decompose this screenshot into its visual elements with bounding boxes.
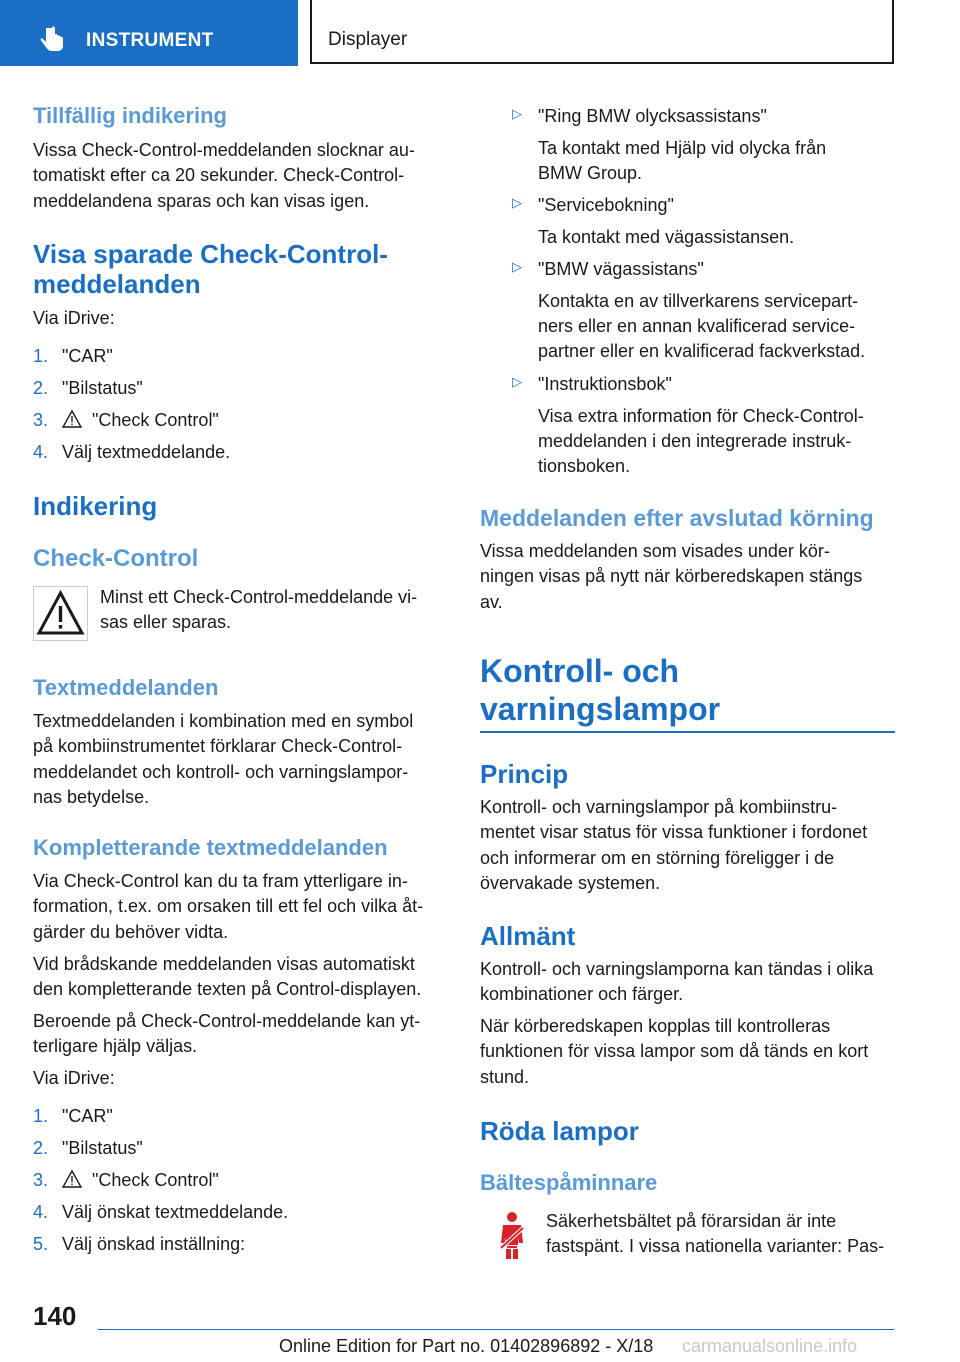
heading-baltespaminnare: Bältespåminnare bbox=[480, 1170, 658, 1195]
princip-para-1: Kontroll- och varningslampor på kombiinstru- bbox=[480, 797, 838, 817]
via-idrive-1: Via iDrive: bbox=[33, 308, 115, 328]
chapter-title: Displayer bbox=[328, 29, 408, 50]
cc-desc-2: sas eller sparas. bbox=[100, 612, 232, 632]
steps-list-2 bbox=[33, 1104, 448, 1264]
list-item: 1. "CAR" bbox=[33, 1106, 113, 1126]
triangle-bullet-icon: ▷ bbox=[512, 195, 522, 210]
heading-kontroll-1: Kontroll- och bbox=[480, 653, 680, 689]
text-para-2: på kombiinstrumentet förklarar Check-Control- bbox=[33, 736, 403, 756]
list-item: 2. "Bilstatus" bbox=[33, 378, 143, 398]
via-idrive-2: Via iDrive: bbox=[33, 1068, 115, 1088]
heading-kontroll-2: varningslampor bbox=[480, 691, 721, 727]
list-item: 4. Välj önskat textmeddelande. bbox=[33, 1202, 289, 1222]
list-item: 3. "Check Control" bbox=[33, 1170, 219, 1190]
heading-visa-1: Visa sparade Check-Control- bbox=[33, 239, 388, 269]
steps-list-1 bbox=[33, 344, 448, 472]
cc-desc-1: Minst ett Check-Control-meddelande vi- bbox=[100, 587, 418, 607]
kompl-para-6: Beroende på Check-Control-meddelande kan yt- bbox=[33, 1011, 421, 1031]
princip-para-2: mentet visar status för vissa funktioner i fordonet bbox=[480, 822, 868, 842]
heading-princip: Princip bbox=[480, 759, 569, 789]
section-title: INSTRUMENT bbox=[86, 30, 214, 51]
list-item: 1. "CAR" bbox=[33, 346, 113, 366]
belt-para-1: Säkerhetsbältet på förarsidan är inte bbox=[546, 1211, 837, 1231]
seatbelt-warning-icon bbox=[492, 1210, 532, 1266]
footer-divider bbox=[98, 1329, 894, 1330]
text-para-1: Textmeddelanden i kombination med en symbol bbox=[33, 711, 414, 731]
list-item: 3. "Check Control" bbox=[33, 410, 219, 430]
watermark: carmanualsonline.info bbox=[682, 1336, 858, 1356]
warning-triangle-icon bbox=[62, 410, 82, 428]
list-item: 2. "Bilstatus" bbox=[33, 1138, 143, 1158]
hand-pointer-icon bbox=[38, 24, 68, 54]
heading-efter-korning: Meddelanden efter avslutad körning bbox=[480, 505, 874, 531]
kompl-para-5: den kompletterande texten på Control-displayen. bbox=[33, 979, 422, 999]
heading-indikering: Indikering bbox=[33, 491, 158, 521]
allmant-para-4: funktionen för vissa lampor som då tänds en kort bbox=[480, 1041, 869, 1061]
page-number: 140 bbox=[33, 1301, 77, 1331]
text-para-4: nas betydelse. bbox=[33, 787, 150, 807]
text-para-3: meddelandet och kontroll- och varningslampor- bbox=[33, 762, 409, 782]
kompl-para-4: Vid brådskande meddelanden visas automatiskt bbox=[33, 954, 415, 974]
heading-visa-2: meddelanden bbox=[33, 269, 201, 299]
after-para-3: av. bbox=[480, 592, 503, 612]
heading-check-control: Check-Control bbox=[33, 545, 199, 572]
kompl-para-2: formation, t.ex. om orsaken till ett fel och vilka åt- bbox=[33, 896, 424, 916]
princip-para-4: övervakade systemen. bbox=[480, 873, 661, 893]
list-item: 4. Välj textmeddelande. bbox=[33, 442, 231, 462]
check-control-warning-icon bbox=[33, 586, 88, 641]
heading-tillfallig: Tillfällig indikering bbox=[33, 103, 227, 128]
princip-para-3: och informerar om en störning föreligger i de bbox=[480, 848, 835, 868]
warning-triangle-icon bbox=[62, 1170, 82, 1188]
heading-textmeddelanden: Textmeddelanden bbox=[33, 675, 219, 700]
para-temp-2: tomatiskt efter ca 20 sekunder. Check-Control- bbox=[33, 165, 405, 185]
section-tab bbox=[0, 0, 298, 66]
heading-divider bbox=[480, 731, 895, 733]
para-temp-3: meddelandena sparas och kan visas igen. bbox=[33, 191, 370, 211]
allmant-para-2: kombinationer och färger. bbox=[480, 984, 684, 1004]
footer-edition: Online Edition for Part no. 01402896892 - X/18 bbox=[279, 1336, 654, 1356]
allmant-para-3: När körberedskapen kopplas till kontrolleras bbox=[480, 1016, 831, 1036]
kompl-para-3: gärder du behöver vidta. bbox=[33, 922, 229, 942]
kompl-para-7: terligare hjälp väljas. bbox=[33, 1036, 198, 1056]
heading-allmant: Allmänt bbox=[480, 921, 576, 951]
heading-roda-lampor: Röda lampor bbox=[480, 1116, 639, 1146]
list-item: 5. Välj önskad inställning: bbox=[33, 1234, 246, 1254]
belt-para-2: fastspänt. I vissa nationella varianter: Pas- bbox=[546, 1236, 885, 1256]
after-para-2: ningen visas på nytt när körberedskapen stängs bbox=[480, 566, 863, 586]
triangle-bullet-icon: ▷ bbox=[512, 259, 522, 274]
allmant-para-1: Kontroll- och varningslamporna kan tändas i olika bbox=[480, 959, 874, 979]
para-temp-1: Vissa Check-Control-meddelanden slocknar au- bbox=[33, 140, 415, 160]
heading-kompletterande: Kompletterande textmeddelanden bbox=[33, 835, 388, 860]
allmant-para-5: stund. bbox=[480, 1067, 530, 1087]
triangle-bullet-icon: ▷ bbox=[512, 374, 522, 389]
triangle-bullet-icon: ▷ bbox=[512, 106, 522, 121]
chapter-tab bbox=[310, 0, 894, 64]
kompl-para-1: Via Check-Control kan du ta fram ytterligare in- bbox=[33, 871, 408, 891]
after-para-1: Vissa meddelanden som visades under kör- bbox=[480, 541, 830, 561]
